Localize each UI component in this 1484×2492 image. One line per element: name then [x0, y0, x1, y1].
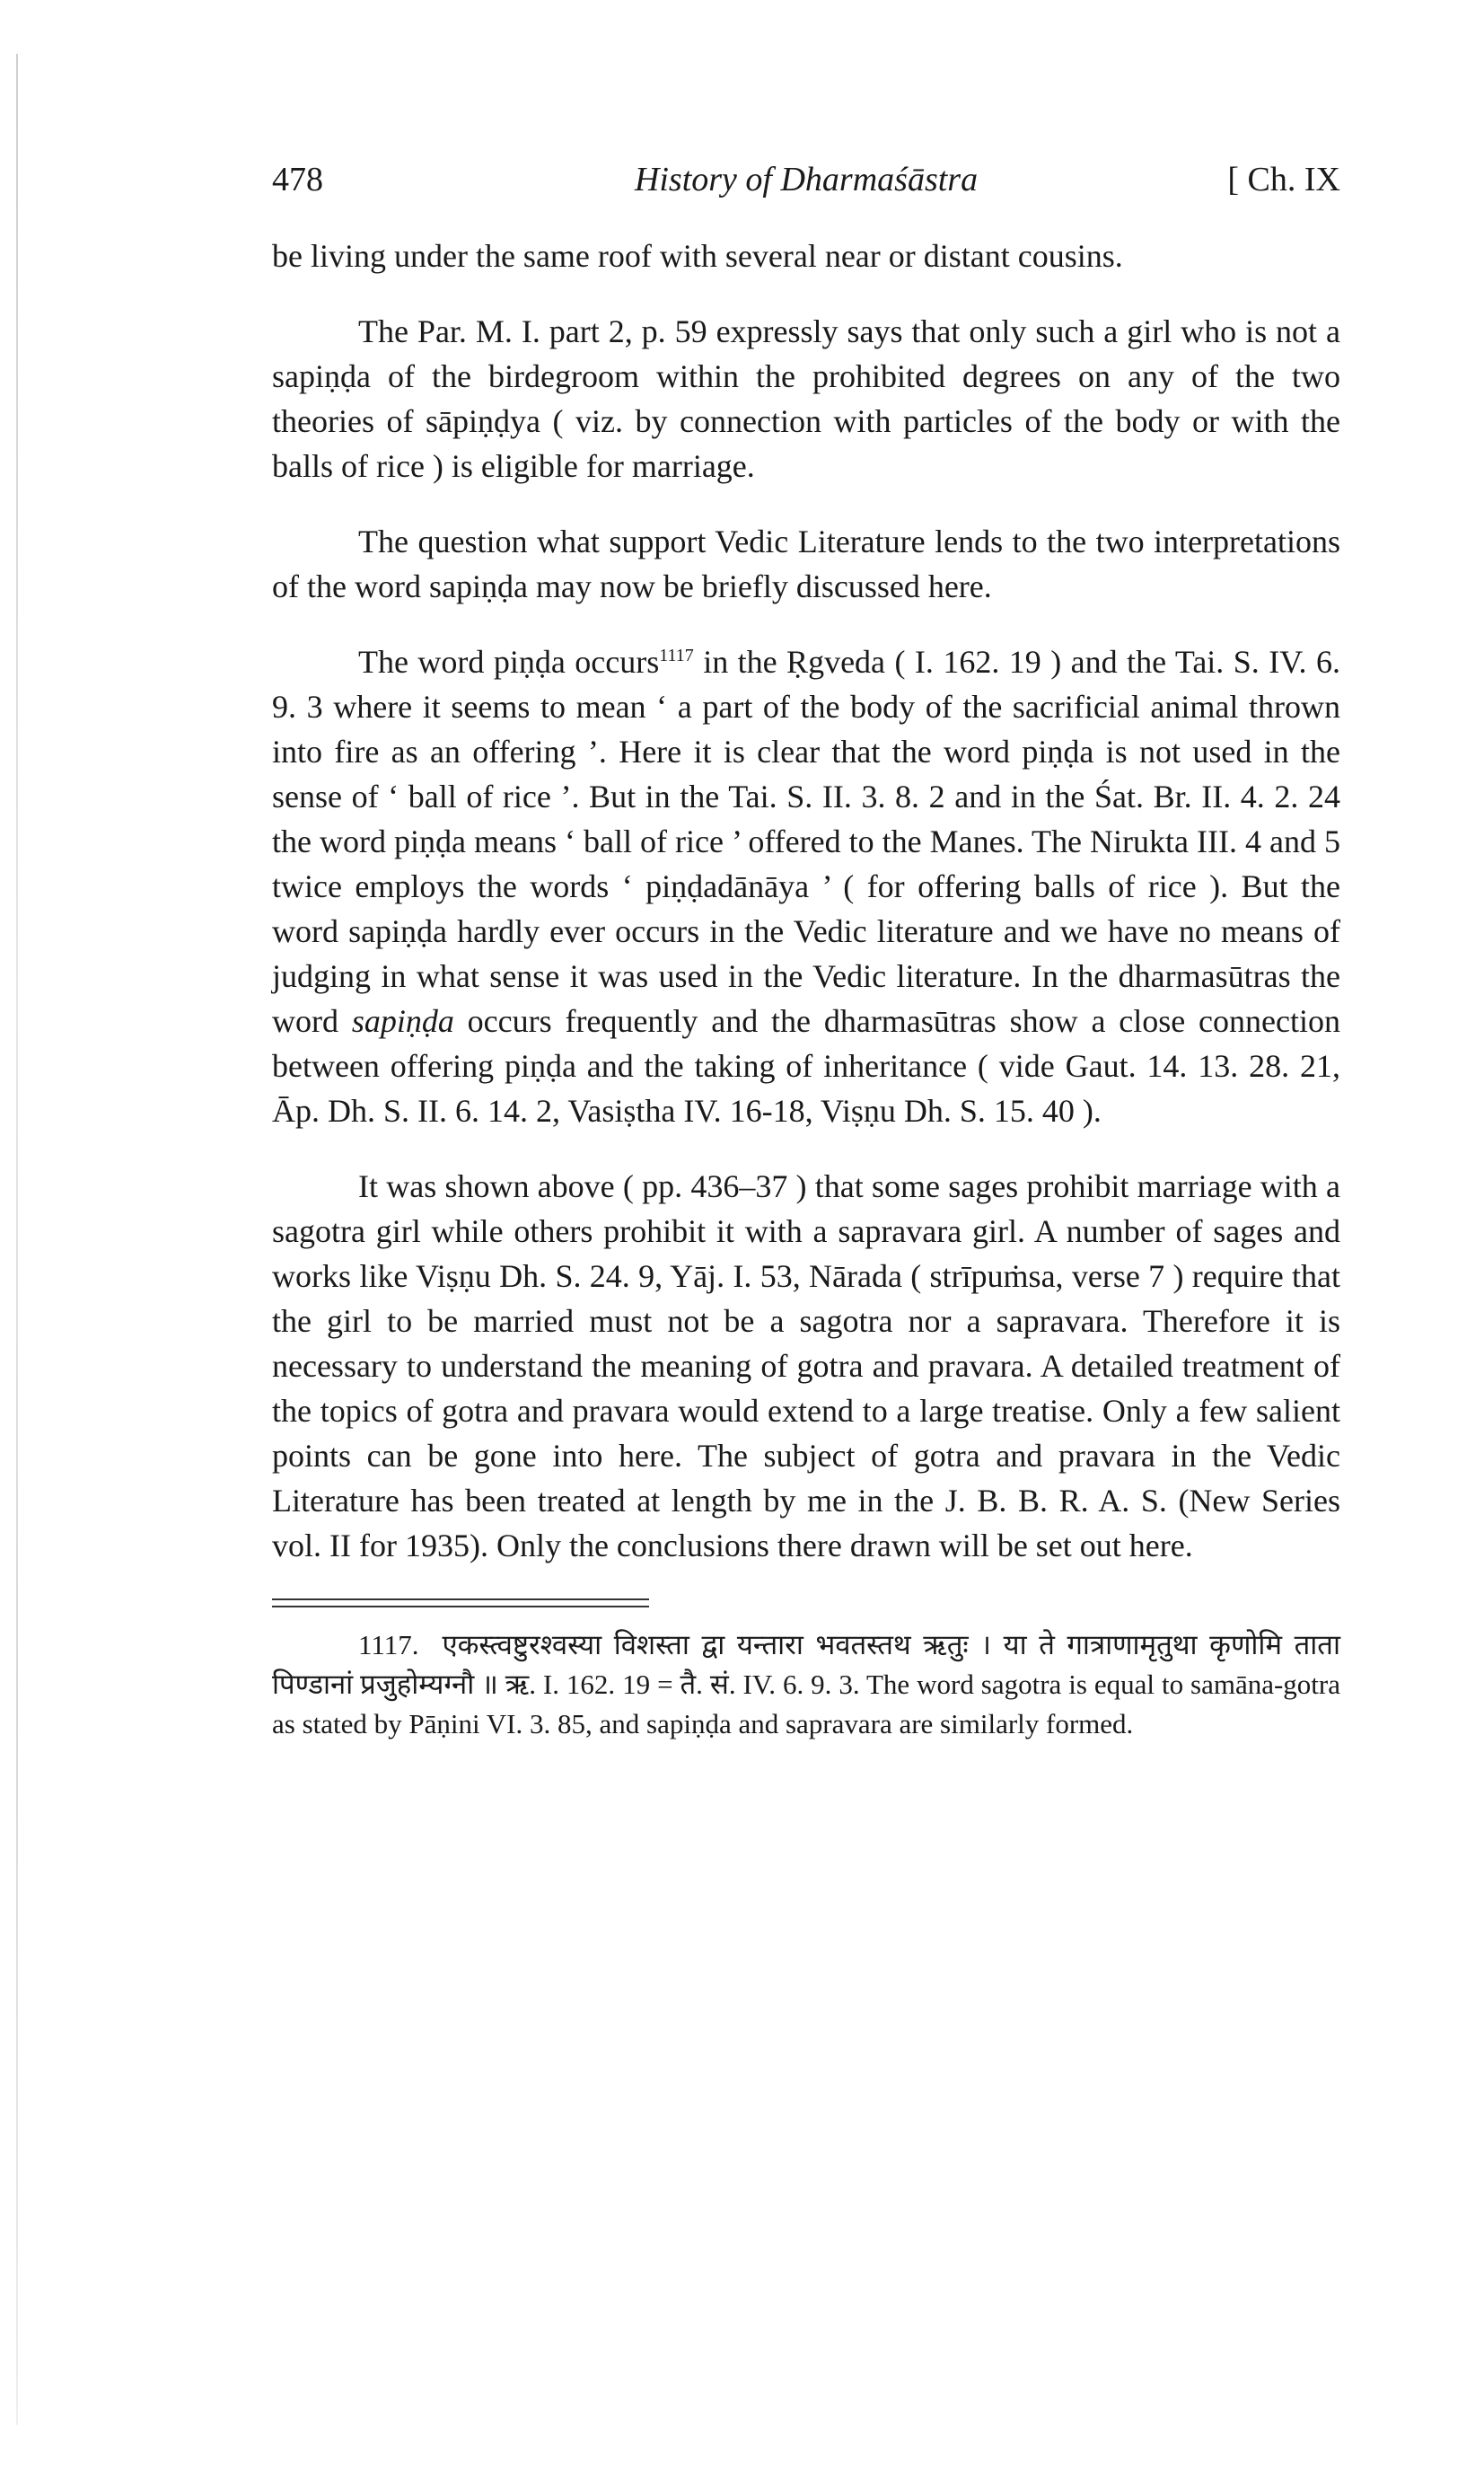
paragraph: The Par. M. I. part 2, p. 59 expressly says that only such a girl who is not a sapiṇḍa of the birdegroom within the prohibited degrees on any of the two theories of sāpiṇḍya ( viz. by connection with particles of the body or with the balls of rice ) is eligible for marriage.: [272, 313, 1340, 484]
paragraph-text: occurs frequently and the dharmasūtras show a close connection between offering piṇḍa and the taking of inheritance ( vide Gaut. 14. 13. 28. 21, Āp. Dh. S. II. 6. 14. 2, Vasiṣtha IV. 16-18, Viṣṇu Dh. S. 15. 40 ).: [272, 1003, 1340, 1129]
main-text: [272, 233, 1340, 1568]
footnote-number: 1117.: [358, 1629, 419, 1660]
chapter-reference: [ Ch. IX: [1227, 161, 1340, 198]
page-number: 478: [272, 161, 323, 198]
paragraph-text: The word piṇḍa occurs: [358, 644, 660, 680]
paragraph-text: in the Ṛgveda ( I. 162. 19 ) and the Tai. S. IV. 6. 9. 3 where it seems to mean ‘ a part of the body of the sacrificial animal thrown into fire as an offering ’. Here it is clear that the word piṇḍa is not used in the sense of ‘ ball of rice ’. But in the Tai. S. II. 3. 8. 2 and in the Śat. Br. II. 4. 2. 24 the word piṇḍa means ‘ ball of rice ’ offered to the Manes. The Nirukta III. 4 and 5 twice employs the words ‘ piṇḍadānāya ’ ( for offering balls of rice ). But the word sapiṇḍa hardly ever occurs in the Vedic literature and we have no means of judging in what sense it was used in the Vedic literature. In the dharmasūtras the word: [272, 644, 1341, 1039]
footnote-separator: [272, 1598, 649, 1607]
running-head: [272, 153, 1340, 207]
italic-term: sapiṇḍa: [351, 1003, 454, 1039]
book-page: [272, 153, 1340, 1744]
footnote: [272, 1625, 1340, 1744]
footnotes: [272, 1625, 1340, 1744]
footnote-reference[interactable]: 1117: [659, 646, 694, 665]
paragraph: It was shown above ( pp. 436–37 ) that some sages prohibit marriage with a sagotra girl while others prohibit it with a sapravara girl. A number of sages and works like Viṣṇu Dh. S. 24. 9, Yāj. I. 53, Nārada ( strīpuṁsa, verse 7 ) require that the girl to be married must not be a sagotra nor a sapravara. Therefore it is necessary to understand the meaning of gotra and pravara. A detailed treatment of the topics of gotra and pravara would extend to a large treatise. Only a few salient points can be gone into here. The subject of gotra and pravara in the Vedic Literature has been treated at length by me in the J. B. B. R. A. S. (New Series vol. II for 1935). Only the conclusions there drawn will be set out here.: [272, 1168, 1340, 1563]
paragraph: [272, 639, 1340, 1133]
book-title: History of Dharmaśāstra: [634, 161, 979, 198]
footnote-text: एकस्त्वष्टुरश्वस्या विशस्ता द्वा यन्तारा भवतस्तथ ऋतुः । या ते गात्राणामृतुथा कृणोमि ताता पिण्डानां प्रजुहोम्यग्नौ ॥ ऋ. I. 162. 19 = तै. सं. IV. 6. 9. 3. The word sagotra is equal to samāna-gotra as stated by Pāṇini VI. 3. 85, and sapiṇḍa and sapravara are similarly formed.: [272, 1629, 1340, 1739]
scan-margin-line: [16, 54, 18, 2425]
paragraph: be living under the same roof with several near or distant cousins.: [272, 238, 1123, 274]
paragraph: The question what support Vedic Literature lends to the two interpretations of the word sapiṇḍa may now be briefly discussed here.: [272, 524, 1340, 604]
